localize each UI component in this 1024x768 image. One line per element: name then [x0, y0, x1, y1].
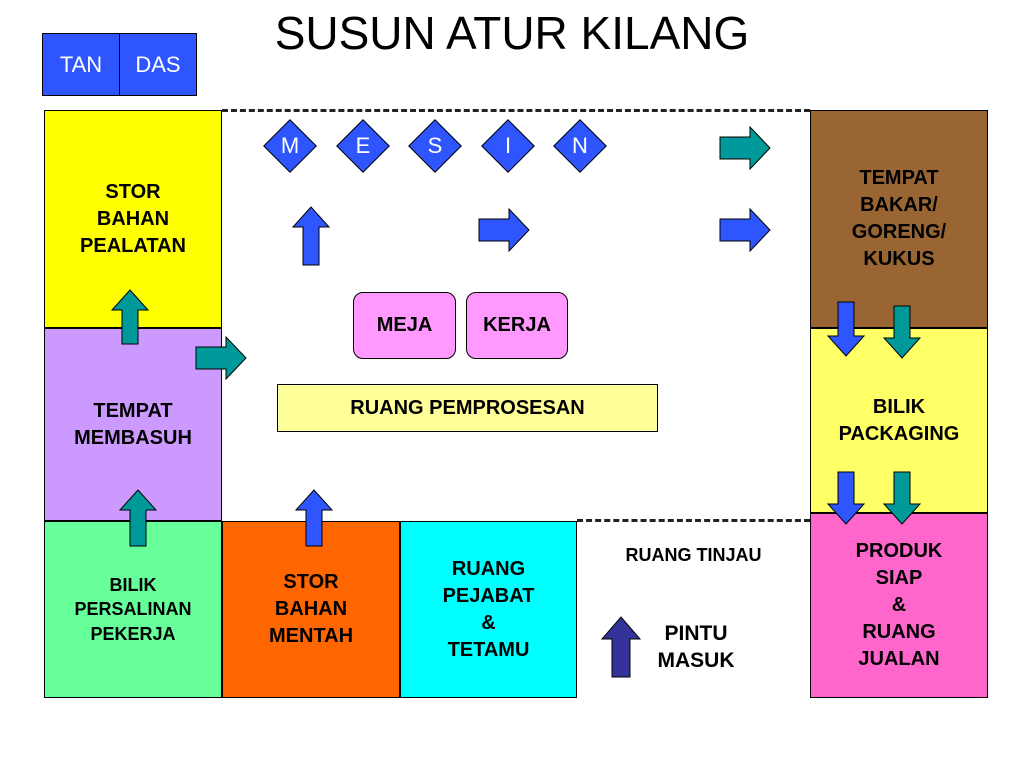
- arrow-down-icon: [826, 472, 866, 526]
- lower-dashed-boundary: [577, 519, 810, 522]
- mesin-letter-m: M: [280, 133, 300, 158]
- arrow-right-icon: [720, 125, 772, 171]
- room-produk-siap-ruang-jualan: PRODUK SIAP & RUANG JUALAN: [810, 513, 988, 698]
- room-ruang-pejabat-tetamu: RUANG PEJABAT & TETAMU: [400, 521, 577, 698]
- mesin-letter-i: I: [504, 133, 512, 158]
- pintu-masuk-label: PINTU MASUK: [657, 622, 735, 673]
- page-title: SUSUN ATUR KILANG: [274, 7, 750, 59]
- tab-das[interactable]: DAS: [119, 33, 197, 96]
- arrow-down-icon: [882, 472, 922, 526]
- mesin-letter-s: S: [427, 133, 443, 158]
- ruang-tinjau-label: RUANG TINJAU: [625, 545, 762, 565]
- arrow-up-icon: [291, 205, 331, 265]
- arrow-down-icon: [882, 306, 922, 360]
- mesin-letter-n: N: [572, 133, 588, 158]
- arrow-up-icon: [294, 488, 334, 546]
- pintu-masuk-arrow-icon: [600, 615, 642, 677]
- tab-tan[interactable]: TAN: [42, 33, 120, 96]
- ruang-pemprosesan-label: RUANG PEMPROSESAN: [277, 384, 658, 432]
- mesin-letter-e: E: [355, 133, 371, 158]
- arrow-right-icon: [479, 207, 531, 253]
- kerja-box: KERJA: [466, 292, 568, 359]
- arrow-down-icon: [826, 302, 866, 358]
- room-bilik-packaging: BILIK PACKAGING: [810, 328, 988, 513]
- room-tempat-bakar-goreng-kukus: TEMPAT BAKAR/ GORENG/ KUKUS: [810, 110, 988, 328]
- room-bilik-persalinan-pekerja: BILIK PERSALINAN PEKERJA: [44, 521, 222, 698]
- arrow-up-icon: [118, 488, 158, 546]
- arrow-up-icon: [110, 288, 150, 344]
- arrow-right-icon: [196, 335, 248, 381]
- room-stor-bahan-pealatan: STOR BAHAN PEALATAN: [44, 110, 222, 328]
- room-stor-bahan-mentah: STOR BAHAN MENTAH: [222, 521, 400, 698]
- meja-box: MEJA: [353, 292, 456, 359]
- top-dashed-boundary: [222, 109, 810, 112]
- room-tempat-membasuh: TEMPAT MEMBASUH: [44, 328, 222, 521]
- arrow-right-icon: [720, 207, 772, 253]
